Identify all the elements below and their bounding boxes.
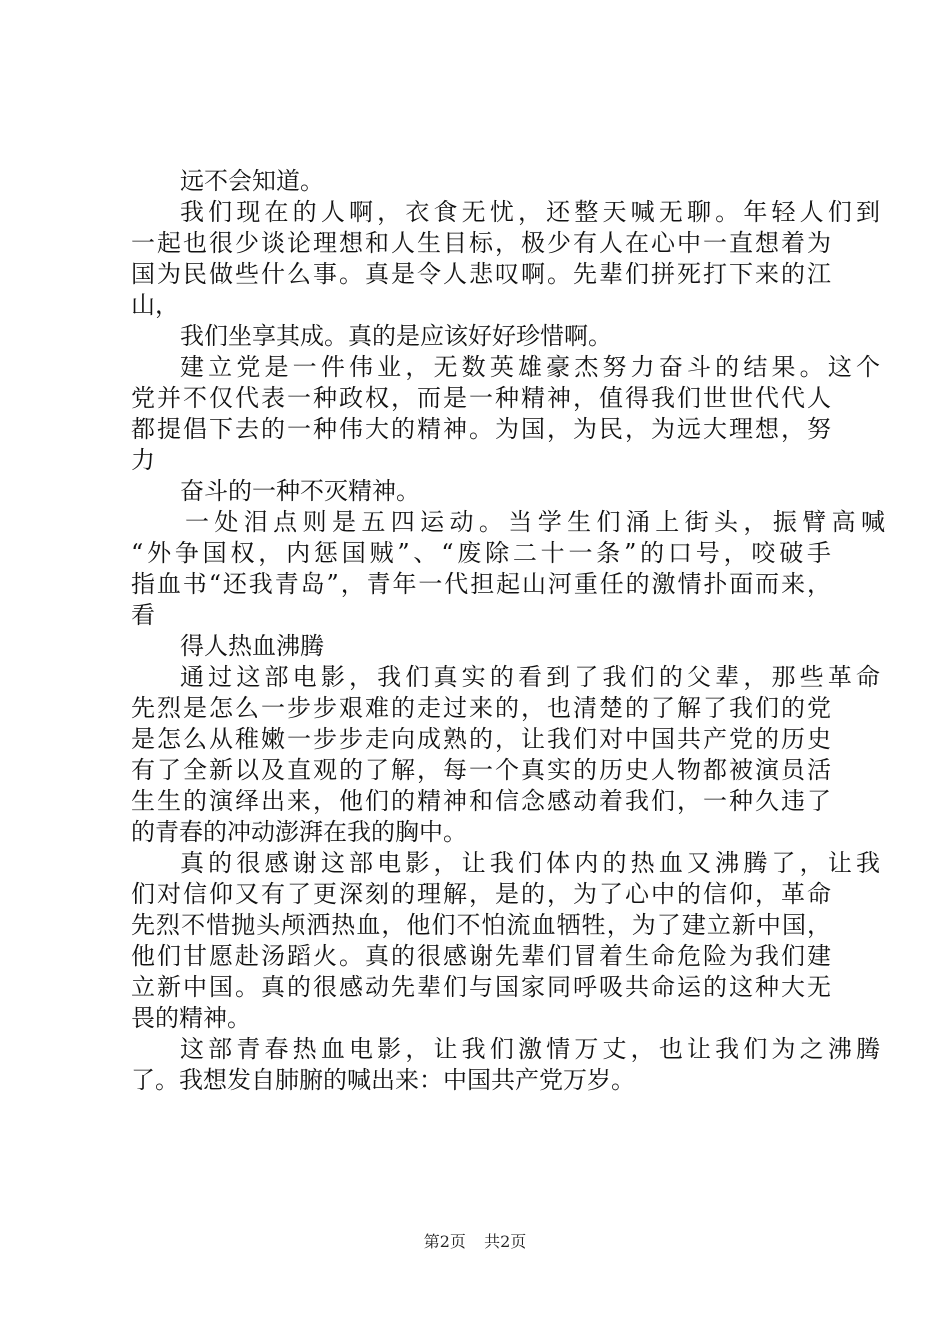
- text-line: 的青春的冲动澎湃在我的胸中。: [131, 818, 467, 846]
- text-line: 他们甘愿赴汤蹈火。真的很感谢先辈们冒着生命危险为我们建: [131, 942, 831, 970]
- page-number: 第2页: [423, 1232, 466, 1251]
- text-line: 党并不仅代表一种政权，而是一种精神，值得我们世世代代人: [131, 384, 831, 412]
- text-line: 一处泪点则是五四运动。当学生们涌上街头，振臂高喊: [185, 508, 885, 536]
- text-line: 了。我想发自肺腑的喊出来：中国共产党万岁。: [131, 1066, 635, 1094]
- text-line: 山，: [131, 291, 179, 319]
- text-line: 这部青春热血电影，让我们激情万丈，也让我们为之沸腾: [180, 1035, 880, 1063]
- text-line: 都提倡下去的一种伟大的精神。为国，为民，为远大理想，努: [131, 415, 831, 443]
- text-line: 立新中国。真的很感动先辈们与国家同呼吸共命运的这种大无: [131, 973, 831, 1001]
- text-line: 一起也很少谈论理想和人生目标，极少有人在心中一直想着为: [131, 229, 831, 257]
- text-line: 指血书“还我青岛”，青年一代担起山河重任的激情扑面而来，: [131, 570, 831, 598]
- text-line: 我们现在的人啊，衣食无忧，还整天喊无聊。年轻人们到: [180, 198, 880, 226]
- page-total: 共2页: [484, 1232, 527, 1251]
- text-line: 看: [131, 601, 155, 629]
- text-line: 先烈是怎么一步步艰难的走过来的，也清楚的了解了我们的党: [131, 694, 831, 722]
- document-body: [131, 166, 885, 1096]
- text-line: “外争国权，内惩国贼”、“废除二十一条”的口号，咬破手: [131, 539, 831, 567]
- text-line: 我们坐享其成。真的是应该好好珍惜啊。: [180, 322, 612, 350]
- page-footer: [0, 1232, 950, 1252]
- text-line: 力: [131, 446, 155, 474]
- text-line: 通过这部电影，我们真实的看到了我们的父辈，那些革命: [180, 663, 880, 691]
- text-line: 们对信仰又有了更深刻的理解，是的，为了心中的信仰，革命: [131, 880, 831, 908]
- text-line: 建立党是一件伟业，无数英雄豪杰努力奋斗的结果。这个: [180, 353, 880, 381]
- text-line: 是怎么从稚嫩一步步走向成熟的，让我们对中国共产党的历史: [131, 725, 831, 753]
- text-line: 奋斗的一种不灭精神。: [180, 477, 420, 505]
- text-line: 先烈不惜抛头颅洒热血，他们不怕流血牺牲，为了建立新中国，: [131, 911, 831, 939]
- text-line: 畏的精神。: [131, 1004, 251, 1032]
- text-line: 真的很感谢这部电影，让我们体内的热血又沸腾了，让我: [180, 849, 880, 877]
- text-line: 生生的演绎出来，他们的精神和信念感动着我们，一种久违了: [131, 787, 831, 815]
- text-line: 有了全新以及直观的了解，每一个真实的历史人物都被演员活: [131, 756, 831, 784]
- text-line: 远不会知道。: [180, 167, 324, 195]
- text-line: 国为民做些什么事。真是令人悲叹啊。先辈们拼死打下来的江: [131, 260, 831, 288]
- text-line: 得人热血沸腾: [180, 632, 324, 660]
